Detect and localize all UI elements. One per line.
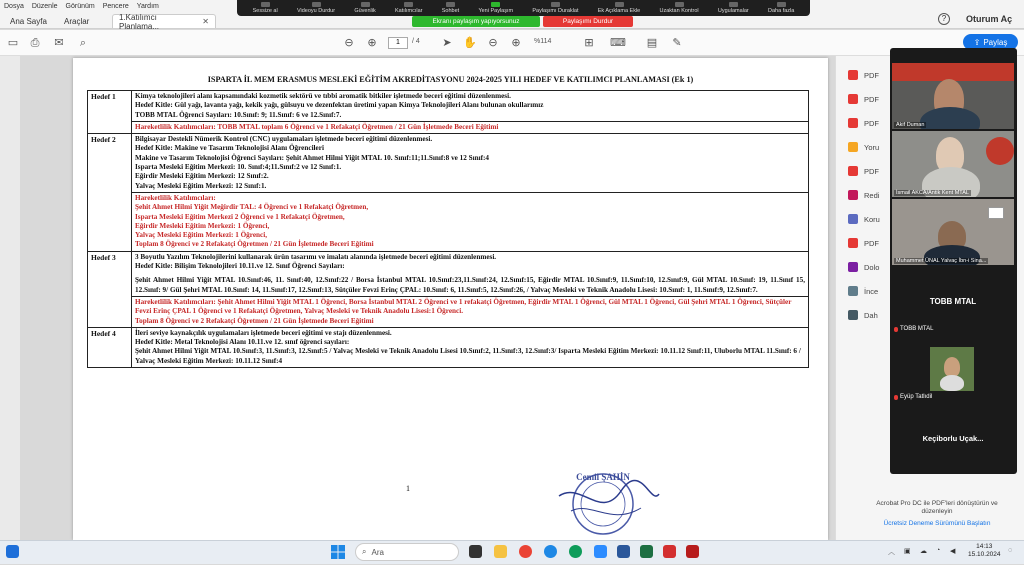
official-stamp	[551, 466, 663, 536]
plan-row-participants	[88, 192, 809, 251]
description-line: Yalvaç Mesleki Eğitim Merkezi: 12 Sınıf:1.	[135, 181, 267, 190]
stop-video-button[interactable]	[297, 2, 335, 14]
mail-icon[interactable]: ✉	[54, 37, 64, 49]
menu-help[interactable]: Yardım	[136, 2, 159, 10]
participants-line: Hareketlilik Katılımcıları:	[135, 193, 216, 202]
share-label: Paylaş	[983, 37, 1008, 47]
annotate-button[interactable]	[598, 2, 641, 14]
tab-tools-label: Araçlar	[64, 16, 90, 26]
hand-icon[interactable]: ✋	[463, 37, 477, 49]
participant-name: İsmail AKCA/Antik Kent MTAL	[896, 190, 969, 196]
tool-item[interactable]	[848, 166, 879, 176]
participant-name: Akif Duman	[896, 122, 925, 128]
pdf-page	[73, 58, 828, 540]
participants-line: Şehit Ahmet Hilmi Yiğit Meğirdir TAL: 4 Öğrenci ve 1 Refakatçi Öğretmen,	[135, 203, 369, 212]
taskbar-search[interactable]	[355, 543, 459, 561]
annotate-label: Ek Açıklama Ekle	[597, 8, 641, 14]
tool-item[interactable]	[848, 310, 878, 320]
tab-home[interactable]	[4, 14, 53, 28]
plan-row-participants	[88, 121, 809, 133]
tool-item[interactable]	[848, 214, 880, 224]
video-tile-eyup[interactable]	[930, 347, 974, 391]
description-line: Bilgisayar Destekli Nümerik Kontrol (CNC) uygulamaları işletmede beceri eğitimi düzenlenmesi.	[135, 135, 433, 144]
clock[interactable]	[968, 543, 1001, 559]
zoom-in-icon[interactable]: ⊕	[511, 37, 521, 49]
tool-icon	[848, 94, 858, 104]
edge-icon[interactable]	[544, 545, 557, 558]
page-number-input[interactable]: 1	[388, 37, 408, 49]
description-line: Hedef Kitle: Metal Teknolojisi Alanı 10.11.ve 12. sınıf öğrenci sayıları:	[135, 338, 350, 347]
eyup-label: Eyüp Tatlıdil	[900, 394, 933, 400]
plan-row	[88, 134, 809, 193]
save-icon[interactable]: ▭	[7, 37, 19, 49]
apps-label: Uygulamalar	[717, 8, 749, 14]
description-line: Isparta Mesleki Eğitim Merkezi: 10. Sınıf:4;11.Sınıf:2 ve 12 Sınıf:1.	[135, 163, 342, 172]
video-tile-1[interactable]	[892, 63, 1014, 129]
description-line: TOBB MTAL Öğrenci Sayıları: 10.Sınıf: 9; 11.Sınıf: 6 ve 12.Sınıf:7.	[135, 110, 342, 119]
mute-label: Sessize al	[252, 8, 278, 14]
cloud-icon[interactable]: ☁	[920, 548, 927, 555]
row-description	[132, 327, 809, 367]
shield-icon	[361, 2, 370, 7]
group-subtitle	[894, 326, 933, 332]
chat-label: Sohbet	[441, 8, 460, 14]
stop-share-button[interactable]: Paylaşımı Durdur	[543, 16, 633, 27]
participant-name: Muhammet ÜNAL Yalvaç İbn-i Sina...	[896, 258, 987, 264]
row-participants	[132, 192, 809, 251]
video-icon	[312, 2, 321, 7]
tab-document-label: 1.Katılımcı Planlama...	[119, 12, 160, 31]
plan-row	[88, 251, 809, 296]
tool-label: PDF	[864, 166, 879, 176]
menu-window[interactable]: Pencere	[102, 2, 129, 10]
plan-row	[88, 91, 809, 122]
mouse-icon	[675, 2, 684, 7]
description-line: Eğirdir Mesleki Eğitim Merkezi: 12 Sınıf:2.	[135, 172, 269, 181]
tool-icon	[848, 142, 858, 152]
left-rail	[0, 56, 20, 540]
mic-muted-icon	[894, 395, 898, 400]
video-tile-3[interactable]	[892, 199, 1014, 265]
tool-icon	[848, 262, 858, 272]
tool-label: PDF	[864, 70, 879, 80]
wifi-icon[interactable]: ◔	[936, 547, 941, 554]
participants-line: Isparta Mesleki Eğitim Merkezi 2 Öğrenci ve 1 Refakatçi Öğretmen,	[135, 212, 345, 221]
row-label: Hedef 2	[88, 134, 132, 252]
search-icon[interactable]: ⌕	[79, 37, 87, 49]
sharing-status: Ekranı paylaşım yapıyorsunuz	[412, 16, 540, 27]
tool-icon	[848, 286, 858, 296]
document-title: ISPARTA İL MEM ERASMUS MESLEKİ EĞİTİM AKREDİTASYONU 2024-2025 YILI HEDEF VE KATILIMCI PLANLAMASI (Ek 1)	[207, 75, 694, 84]
tool-icon	[848, 214, 858, 224]
search-icon: ⌕	[362, 547, 367, 556]
tool-label: PDF	[864, 94, 879, 104]
page-total: / 4	[412, 38, 420, 45]
people-icon	[404, 2, 413, 7]
close-icon[interactable]: ✕	[202, 17, 209, 26]
share-icon	[491, 2, 500, 7]
zoom-level[interactable]: %114	[534, 38, 552, 45]
row-label: Hedef 1	[88, 91, 132, 134]
stamp-text: Cemil ŞAHİN	[576, 472, 630, 482]
new-share-label: Yeni Paylaşım	[478, 8, 514, 14]
description-line: Şehit Ahmet Hilmi Yiğit MTAL 10.Sınıf:46, 11. Sınıf:40, 12.Sınıf:22 / Borsa İstanbul MTAL 10.Sınıf:23,11.Sınıf:24, 12.Sınıf:15, Eğirdir MTAL 10.Sınıf:9, 11.Sınıf:10, 12.Sınıf:9, Gül MTAL 10.Sınıf: 19, 11.Sınıf 15, 12.Sınıf: 9/ Gül Şehri MTAL 10.Sınıf: 14, 11.Sınıf:17, 12.Sınıf:13, Sütçüler Fevzi Erinç ÇPAL: 10.Sınıf: 6, 11.Sınıf:5, 12.Sınıf:26, / Yalvaç Mesleki ve Teknik Anadolu Lisesi: 10.Sınıf: 1, 11.Sınıf:9, 12.Sınıf:7.	[135, 276, 805, 294]
signin-button[interactable]: Oturum Aç	[966, 14, 1013, 24]
stop-video-label: Videoyu Durdur	[296, 8, 336, 14]
more-icon	[777, 2, 786, 7]
tool-icon	[848, 70, 858, 80]
menu-edit[interactable]: Düzenle	[31, 2, 58, 10]
row-description	[132, 91, 809, 122]
promo-link[interactable]: Ücretsiz Deneme Sürümünü Başlatın	[883, 520, 991, 527]
description-line: Kimya teknolojileri alanı kapsamındaki kozmetik sektörü ve tıbbi aromatik bitkiler işletmede beceri eğitimi düzenlenmesi.	[135, 92, 511, 100]
chrome-icon[interactable]	[519, 545, 532, 558]
zoom-tray-icon[interactable]: ▣	[904, 548, 911, 555]
video-tile-2[interactable]	[892, 131, 1014, 197]
share-upload-icon: ⇪	[973, 37, 981, 47]
pause-icon	[551, 2, 560, 7]
comment-icon[interactable]: ▤	[646, 37, 658, 49]
tool-item[interactable]	[848, 190, 879, 200]
participants-line: Toplam 8 Öğrenci ve 2 Refakatçi Öğretmen / 21 Gün İşletmede Beceri Eğitimi	[135, 240, 374, 249]
description-line: Hedef Kitle: Gül yağı, lavanta yağı, kekik yağı, gülsuyu ve dezenfektan üretimi yapan Kimya Teknolojileri Alanı bulunan okullarımız	[135, 101, 544, 110]
new-share-button[interactable]	[478, 2, 513, 14]
row-label: Hedef 4	[88, 327, 132, 367]
page-down-icon[interactable]: ⊕	[367, 37, 377, 49]
tool-label: Redi	[864, 190, 880, 200]
group-subtitle-label: TOBB MTAL	[900, 326, 934, 332]
acrobat-doc-icon[interactable]	[686, 545, 699, 558]
participants-button[interactable]	[395, 2, 423, 14]
windows-start-icon[interactable]	[330, 544, 346, 560]
tool-icon	[848, 310, 858, 320]
zoom-icon[interactable]	[594, 545, 607, 558]
participants-line: Hareketlilik Katılımcıları: TOBB MTAL toplam 6 Öğrenci ve 1 Refakatçi Öğretmen / 21 Gün İşletmede Beceri Eğitimi	[135, 122, 499, 131]
more-button[interactable]	[768, 2, 794, 14]
row-description	[132, 134, 809, 193]
description-line: 3 Boyutlu Yazılım Teknolojilerini kullanarak ürün tasarımı ve imalatı alanında işletmede beceri eğitimi düzenlenmesi.	[135, 252, 497, 261]
remote-control-button[interactable]	[660, 2, 699, 14]
zoom-out-icon[interactable]: ⊖	[488, 37, 498, 49]
plan-row-participants	[88, 296, 809, 327]
tool-label: Dah	[864, 310, 878, 320]
tool-item[interactable]	[848, 94, 879, 104]
page-number: 1	[406, 484, 410, 493]
participants-line: Yalvaç Mesleki Eğitim Merkezi: 1 Öğrenci,	[135, 231, 268, 240]
tool-label: Dolo	[864, 262, 880, 272]
tool-icon	[848, 118, 858, 128]
remote-control-label: Uzaktan Kontrol	[659, 8, 699, 14]
tool-label: PDF	[864, 238, 879, 248]
tool-item[interactable]	[848, 70, 879, 80]
keyboard-icon[interactable]: ⌨	[610, 37, 626, 49]
plan-row	[88, 327, 809, 367]
print-icon[interactable]: ⎙	[30, 37, 40, 49]
tool-label: PDF	[864, 118, 879, 128]
tab-tools[interactable]	[58, 14, 95, 28]
pen-icon	[615, 2, 624, 7]
edge-dev-icon[interactable]	[569, 545, 582, 558]
plan-table	[87, 90, 809, 368]
eyup-name	[894, 394, 932, 400]
clock-time: 14:13	[976, 543, 993, 550]
pause-share-label: Paylaşımı Duraklat	[532, 8, 579, 14]
participants-label: Katılımcılar	[394, 8, 423, 14]
help-icon[interactable]: ?	[938, 13, 950, 25]
row-participants	[132, 121, 809, 133]
participants-line: Eğirdir Mesleki Eğitim Merkezi: 1 Öğrenci,	[135, 221, 270, 230]
tool-icon	[848, 190, 858, 200]
tray-chevron-icon[interactable]: ︿	[888, 549, 895, 556]
description-line: Makine ve Tasarım Teknolojisi Öğrenci Sayıları: Şehit Ahmet Hilmi Yiğit MTAL 10. Sınıf:11;11.Sınıf:8 ve 12 Sınıf:4	[135, 153, 490, 162]
pause-share-button[interactable]	[532, 2, 578, 14]
task-view-icon[interactable]	[469, 545, 482, 558]
file-explorer-icon[interactable]	[494, 545, 507, 558]
speaker-icon[interactable]: ◀	[950, 548, 956, 555]
promo-title: Acrobat Pro DC ile PDF'leri dönüştürün ve düzenleyin	[876, 500, 998, 515]
description-line: Şehit Ahmet Hilmi Yiğit MTAL 10.Sınıf:3, 11.Sınıf:3, 12.Sınıf:5 / Yalvaç Mesleki ve Teknik Anadolu Lisesi 10.Sınıf:2, 11.Sınıf:3, 12.Sınıf:3/ Isparta Mesleki Eğitim Merkezi: 10.11.12 Sınıf:11, Uluborlu MTAL 11.Sınıf: 6 / Yalvaç Mesleki Eğitim Merkezi: 10.11.12 Sınıf:4	[135, 347, 801, 365]
apps-icon	[729, 2, 738, 7]
participants-line: Hareketlilik Katılımcıları: Şehit Ahmet Hilmi Yiğit MTAL 1 Öğrenci, Borsa İstanbul MTAL 2 Öğrenci ve 1 refakatçi Öğretmen, Eğirdir MTAL 1 Öğrenci, Gül MTAL 1 Öğrenci, Gül Şehri MTAL 1 Öğrenci, Sütçüler Fevzi Erinç ÇPAL 1 Öğrenci ve 1 Refakatçi Öğretmen, Yalvaç Mesleki ve Teknik Anadolu Lisesi:1 Öğrenci.	[135, 297, 792, 316]
participants-line: Toplam 8 Öğrenci ve 2 Refakatçi Öğretmen / 21 Gün İşletmede Beceri Eğitimi	[135, 316, 374, 325]
cursor-icon[interactable]: ➤	[442, 37, 452, 49]
tool-label: İnce	[864, 286, 879, 296]
tool-item[interactable]	[848, 142, 879, 152]
keciborlu-name: Keçiborlu Uçak...	[922, 434, 984, 443]
zoom-meeting-controls	[237, 0, 810, 16]
tool-icon	[848, 166, 858, 176]
page-up-icon[interactable]: ⊖	[344, 37, 354, 49]
group-title: TOBB MTAL	[929, 297, 977, 306]
tool-label: Yoru	[864, 142, 880, 152]
tool-label: Koru	[864, 214, 880, 224]
row-label: Hedef 3	[88, 251, 132, 327]
tool-item[interactable]	[848, 262, 879, 272]
description-line: Hedef Kitle: Bilişim Teknolojileri 10.11.ve 12. Sınıf Öğrenci Sayıları:	[135, 262, 345, 271]
description-line: İleri seviye kaynakçılık uygulamaları işletmede beceri eğitimi ve stajı düzenlenmesi.	[135, 328, 392, 337]
security-label: Güvenlik	[354, 8, 376, 14]
mic-muted-icon	[894, 327, 898, 332]
word-icon[interactable]	[617, 545, 630, 558]
menu-view[interactable]: Görünüm	[65, 2, 95, 10]
promo	[862, 500, 1012, 528]
tab-home-label: Ana Sayfa	[10, 16, 47, 26]
tab-document[interactable]	[112, 12, 216, 31]
clock-date: 15.10.2024	[968, 551, 1001, 558]
row-participants	[132, 296, 809, 327]
notification-icon[interactable]: ◌	[1008, 547, 1013, 554]
fit-page-icon[interactable]: ⊞	[584, 37, 594, 49]
chat-button[interactable]	[442, 2, 459, 14]
pen-tool-icon[interactable]: ✎	[672, 37, 682, 49]
mute-button[interactable]	[253, 2, 278, 14]
excel-icon[interactable]	[640, 545, 653, 558]
tool-item[interactable]	[848, 238, 879, 248]
row-description	[132, 251, 809, 296]
taskbar-search-label: Ara	[371, 547, 384, 557]
security-button[interactable]	[354, 2, 375, 14]
tool-item[interactable]	[848, 118, 879, 128]
description-line: Hedef Kitle: Makine ve Tasarım Teknolojisi Alanı Öğrencileri	[135, 144, 324, 153]
show-desktop-icon[interactable]	[6, 545, 19, 558]
more-label: Daha fazla	[768, 8, 795, 14]
taskbar	[0, 540, 1024, 564]
tool-item[interactable]	[848, 286, 878, 296]
chat-icon	[446, 2, 455, 7]
tool-icon	[848, 238, 858, 248]
microphone-icon	[261, 2, 270, 7]
apps-button[interactable]	[718, 2, 749, 14]
menu-file[interactable]: Dosya	[4, 2, 24, 10]
acrobat-icon[interactable]	[663, 545, 676, 558]
